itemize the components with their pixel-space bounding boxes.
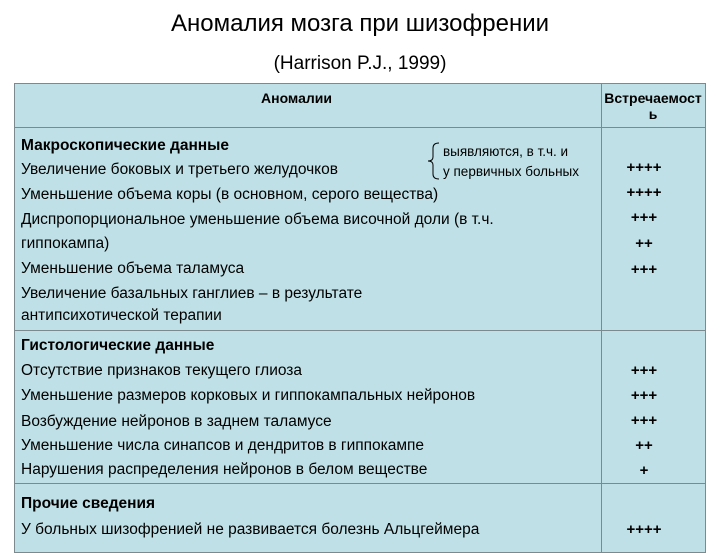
- section-heading-macro: Макроскопические данные: [21, 137, 230, 154]
- frequency-mark: ++++: [626, 184, 662, 201]
- column-header-frequency: Встречаемост ь: [604, 90, 702, 122]
- table-row: Уменьшение числа синапсов и дендритов в гиппокампе: [21, 437, 425, 454]
- section-divider: [15, 330, 705, 331]
- section-heading-other: Прочие сведения: [21, 495, 156, 512]
- table-row: гиппокампа): [21, 235, 110, 252]
- frequency-mark: +++: [630, 362, 658, 379]
- frequency-mark: +++: [630, 261, 658, 278]
- table-row: Увеличение боковых и третьего желудочков: [21, 161, 338, 178]
- frequency-mark: ++: [635, 437, 653, 454]
- table-row: Отсутствие признаков текущего глиоза: [21, 362, 303, 379]
- table-row: Уменьшение размеров корковых и гиппокампальных нейронов: [21, 387, 476, 404]
- frequency-mark: ++: [635, 235, 653, 252]
- table-row: У больных шизофренией не развивается болезнь Альцгеймера: [21, 521, 480, 538]
- table-row: Уменьшение объема коры (в основном, серого вещества): [21, 186, 439, 203]
- page-title: Аномалия мозга при шизофрении: [170, 10, 550, 37]
- header-divider: [15, 127, 705, 128]
- frequency-mark: +++: [630, 209, 658, 226]
- anomalies-table: [14, 83, 706, 553]
- table-row: Возбуждение нейронов в заднем таламусе: [21, 413, 332, 430]
- frequency-mark: ++++: [626, 521, 662, 538]
- column-divider: [601, 84, 602, 552]
- frequency-mark: +++: [630, 387, 658, 404]
- table-row: антипсихотической терапии: [21, 307, 222, 324]
- table-row: Нарушения распределения нейронов в белом веществе: [21, 461, 428, 478]
- section-divider: [15, 483, 705, 484]
- page-subtitle: (Harrison P.J., 1999): [273, 53, 447, 74]
- note-line: у первичных больных: [443, 164, 579, 179]
- frequency-mark: +: [639, 462, 649, 479]
- table-row: Диспропорциональное уменьшение объема височной доли (в т.ч.: [21, 211, 494, 228]
- section-heading-histo: Гистологические данные: [21, 337, 215, 354]
- table-row: Увеличение базальных ганглиев – в результате: [21, 285, 363, 302]
- table-row: Уменьшение объема таламуса: [21, 260, 245, 277]
- brace-icon: [425, 142, 441, 180]
- frequency-mark: ++++: [626, 159, 662, 176]
- frequency-mark: +++: [630, 412, 658, 429]
- column-header-anomalies: Аномалии: [261, 90, 332, 106]
- note-line: выявляются, в т.ч. и: [443, 144, 569, 159]
